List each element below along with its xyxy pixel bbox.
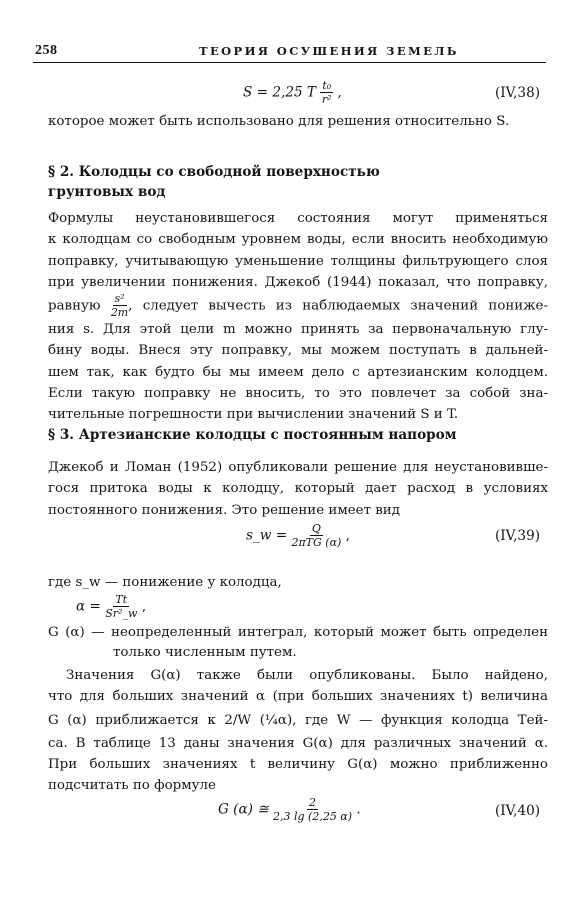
equation-iv40 (218, 797, 361, 823)
alpha-fraction-denominator: Sr²_w (105, 607, 138, 620)
section2-paragraph (48, 208, 548, 426)
correction-fraction (111, 293, 128, 319)
alpha-trail: , (141, 598, 147, 615)
equation-number-iv40: (IV,40) (495, 803, 541, 819)
text-line: подсчитать по формуле (48, 778, 216, 794)
eq38-formula: S = 2,25 T (243, 84, 317, 101)
text-run: равную (48, 298, 101, 314)
equation-iv38 (243, 80, 342, 106)
alpha-lhs: α = (76, 598, 101, 615)
section2-heading-line1: § 2. Колодцы со свободной поверхностью (48, 164, 380, 180)
text-line: Джекоб и Ломан (1952) опубликовали решение для неустановивше- (48, 460, 548, 475)
eq39-trail: , (345, 527, 350, 544)
paragraph-after-eq38 (48, 111, 548, 132)
eq39-lhs: s_w = (246, 527, 288, 544)
text-line: чительные погрешности при вычислении значений S и T. (48, 407, 459, 423)
text-line: постоянного понижения. Это решение имеет вид (48, 502, 400, 518)
eq40-lhs: G (α) ≅ (218, 801, 269, 818)
alpha-definition (76, 594, 146, 620)
eq39-fraction-denominator: 2πTG (α) (291, 536, 342, 549)
alpha-fraction (105, 594, 137, 620)
correction-fraction-denominator: 2m (110, 306, 129, 320)
header-rule (33, 62, 546, 63)
alpha-fraction-numerator: Tt (115, 593, 128, 606)
text-line: G (α) приближается к 2/W (¼α), где W — функция колодца Тей- (48, 712, 548, 728)
section3-heading: § 3. Артезианские колодцы с постоянным напором (48, 427, 457, 443)
text-line: Формулы неустановившегося состояния могут применяться (48, 211, 548, 226)
text-line: поправку, учитывающую уменьшение толщины фильтрующего слоя (48, 253, 548, 269)
text-line: что для больших значений α (при больших значениях t) величина (48, 689, 548, 705)
text-line-with-fraction (48, 293, 548, 319)
text-line: которое может быть использовано для решения относительно S. (48, 114, 510, 129)
eq40-fraction (273, 797, 352, 823)
correction-fraction-numerator: s² (114, 292, 125, 306)
eq38-fraction-denominator: r² (321, 93, 332, 106)
eq39-fraction (291, 523, 341, 549)
section2-heading-line2: грунтовых вод (48, 184, 166, 200)
eq38-fraction-numerator: t₀ (322, 79, 332, 92)
text-line: к колодцам со свободным уровнем воды, если вносить необходимую (48, 232, 548, 248)
page-number: 258 (35, 43, 58, 58)
text-run: , следует вычесть из наблюдаемых значений пониже- (128, 298, 548, 314)
equation-number-iv38: (IV,38) (495, 85, 541, 101)
values-paragraph (48, 665, 548, 796)
g-definition-line1: G (α) — неопределенный интеграл, который может быть определен (48, 625, 548, 640)
g-definition-line2: только численным путем. (113, 645, 297, 660)
sw-definition: где s_w — понижение у колодца, (48, 575, 282, 590)
text-line: шем так, как будто бы мы имеем дело с артезианским колодцем. (48, 364, 548, 380)
text-line: гося притока воды к колодцу, который дает расход в условиях (48, 481, 548, 497)
text-line: бину воды. Внеся эту поправку, мы можем поступать в дальней- (48, 343, 548, 359)
eq40-fraction-denominator: 2,3 lg (2,25 α) (273, 810, 353, 823)
equation-iv39 (246, 523, 350, 549)
text-line: ния s. Для этой цели m можно принять за первоначальную глу- (48, 322, 548, 338)
running-title-wrap (199, 44, 459, 59)
section3-paragraph (48, 457, 548, 521)
text-line: Если такую поправку не вносить, то это повлечет за собой зна- (48, 386, 548, 402)
eq40-fraction-numerator: 2 (309, 796, 317, 809)
eq38-trail: , (337, 84, 342, 101)
equation-number-iv39: (IV,39) (495, 528, 541, 544)
page-header (35, 43, 58, 59)
text-line: са. В таблице 13 даны значения G(α) для различных значений α. (48, 735, 548, 751)
text-line: Значения G(α) также были опубликованы. Было найдено, (66, 668, 548, 683)
text-line: при увеличении понижения. Джекоб (1944) показал, что поправку, (48, 274, 548, 290)
eq38-fraction (320, 80, 333, 106)
eq40-trail: . (356, 801, 361, 818)
text-line: При больших значениях t величину G(α) можно приближенно (48, 756, 548, 772)
running-title: ТЕОРИЯ ОСУШЕНИЯ ЗЕМЕЛЬ (199, 44, 459, 58)
eq39-fraction-numerator: Q (311, 522, 321, 535)
